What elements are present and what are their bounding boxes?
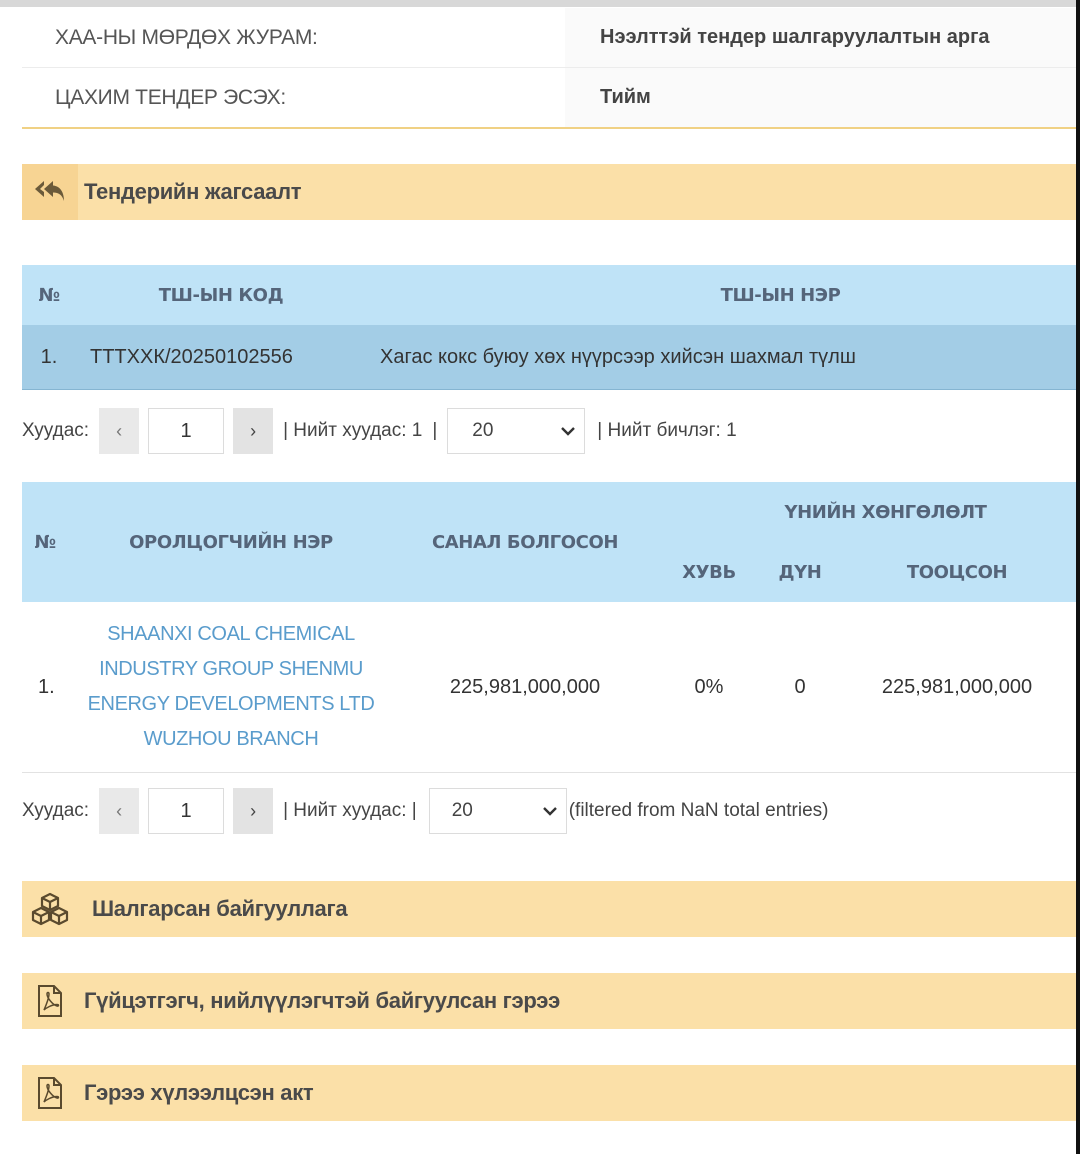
pdf-file-icon (22, 1065, 78, 1121)
col-header-no: № (22, 265, 76, 325)
col-header-no: № (22, 482, 68, 602)
chevron-down-icon (560, 423, 576, 439)
col-header-discount: ҮНИЙН ХӨНГӨЛӨЛТ (656, 482, 1076, 542)
info-value: Тийм (565, 68, 1076, 127)
cell-no: 1. (22, 325, 76, 390)
info-label: ЦАХИМ ТЕНДЕР ЭСЭХ: (55, 85, 286, 109)
top-border (0, 0, 1080, 7)
info-value: Нээлттэй тендер шалгаруулалтын арга (565, 8, 1076, 67)
screen-edge (1076, 0, 1080, 1154)
cell-rate: 0% (656, 602, 762, 773)
cell-name: Хагас кокс буюу хөх нүүрсээр хийсэн шахмал түлш (366, 325, 1076, 390)
pdf-file-icon (22, 973, 78, 1029)
tender-info-panel (22, 8, 1076, 129)
prev-page-button[interactable]: ‹ (99, 408, 139, 454)
pagination-lots (22, 407, 737, 455)
section-selected-org[interactable] (22, 881, 1076, 937)
participant-link[interactable] (68, 602, 394, 773)
total-records-text: | Нийт бичлэг: 1 (597, 420, 737, 441)
info-row-electronic (22, 68, 1076, 127)
col-header-computed: ТООЦСОН (838, 542, 1076, 602)
filtered-entries-text: (filtered from NaN total entries) (568, 800, 829, 821)
participant-name-line: INDUSTRY GROUP SHENMU (99, 658, 363, 680)
section-acceptance-act[interactable] (22, 1065, 1076, 1121)
section-tender-list[interactable] (22, 164, 1076, 220)
cell-amount: 0 (762, 602, 838, 773)
cell-code: ТТТХХК/20250102556 (76, 325, 366, 390)
total-pages-text: | Нийт хуудас: 1 (283, 420, 423, 441)
pagination-bids (22, 787, 828, 835)
cell-no: 1. (22, 602, 68, 773)
lots-table (22, 265, 1076, 390)
col-header-bid: САНАЛ БОЛГОСОН (394, 482, 656, 602)
section-title: Гүйцэтгэгч, нийлүүлэгчтэй байгуулсан гэрээ (84, 988, 560, 1013)
chevron-down-icon (542, 803, 558, 819)
page-number-input[interactable]: 1 (148, 408, 224, 454)
page-size-select[interactable] (447, 408, 585, 454)
reply-all-icon (22, 164, 78, 220)
col-header-amount: ДҮН (762, 542, 838, 602)
total-pages-text: | Нийт хуудас: | (283, 800, 417, 821)
section-title: Шалгарсан байгууллага (92, 896, 348, 921)
next-page-button[interactable]: › (233, 408, 273, 454)
cell-computed: 225,981,000,000 (838, 602, 1076, 773)
bids-table (22, 482, 1076, 773)
page-size-value: 20 (472, 420, 494, 441)
cubes-icon (22, 881, 78, 937)
table-row[interactable] (22, 325, 1076, 390)
section-contract[interactable] (22, 973, 1076, 1029)
col-header-participant: ОРОЛЦОГЧИЙН НЭР (68, 482, 394, 602)
table-row (22, 602, 1076, 773)
pager-label: Хуудас: (22, 800, 90, 821)
participant-name-line: WUZHOU BRANCH (143, 728, 319, 750)
participant-name-line: SHAANXI COAL CHEMICAL (107, 623, 355, 645)
table-header-row (22, 265, 1076, 325)
cell-bid: 225,981,000,000 (394, 602, 656, 773)
col-header-code: ТШ-ЫН КОД (76, 265, 366, 325)
page-number-input[interactable]: 1 (148, 788, 224, 834)
info-label: ХАА-НЫ МӨРДӨХ ЖУРАМ: (55, 25, 318, 49)
section-title: Тендерийн жагсаалт (84, 179, 302, 204)
next-page-button[interactable]: › (233, 788, 273, 834)
page-size-select[interactable] (429, 788, 567, 834)
page-size-value: 20 (451, 800, 473, 821)
separator: | (432, 420, 438, 441)
col-header-name: ТШ-ЫН НЭР (366, 265, 1076, 325)
participant-name-line: ENERGY DEVELOPMENTS LTD (87, 693, 375, 715)
prev-page-button[interactable]: ‹ (99, 788, 139, 834)
pager-label: Хуудас: (22, 420, 90, 441)
table-header-row (22, 482, 1076, 542)
col-header-rate: ХУВЬ (656, 542, 762, 602)
section-title: Гэрээ хүлээлцсэн акт (84, 1080, 314, 1105)
info-row-procedure (22, 8, 1076, 68)
